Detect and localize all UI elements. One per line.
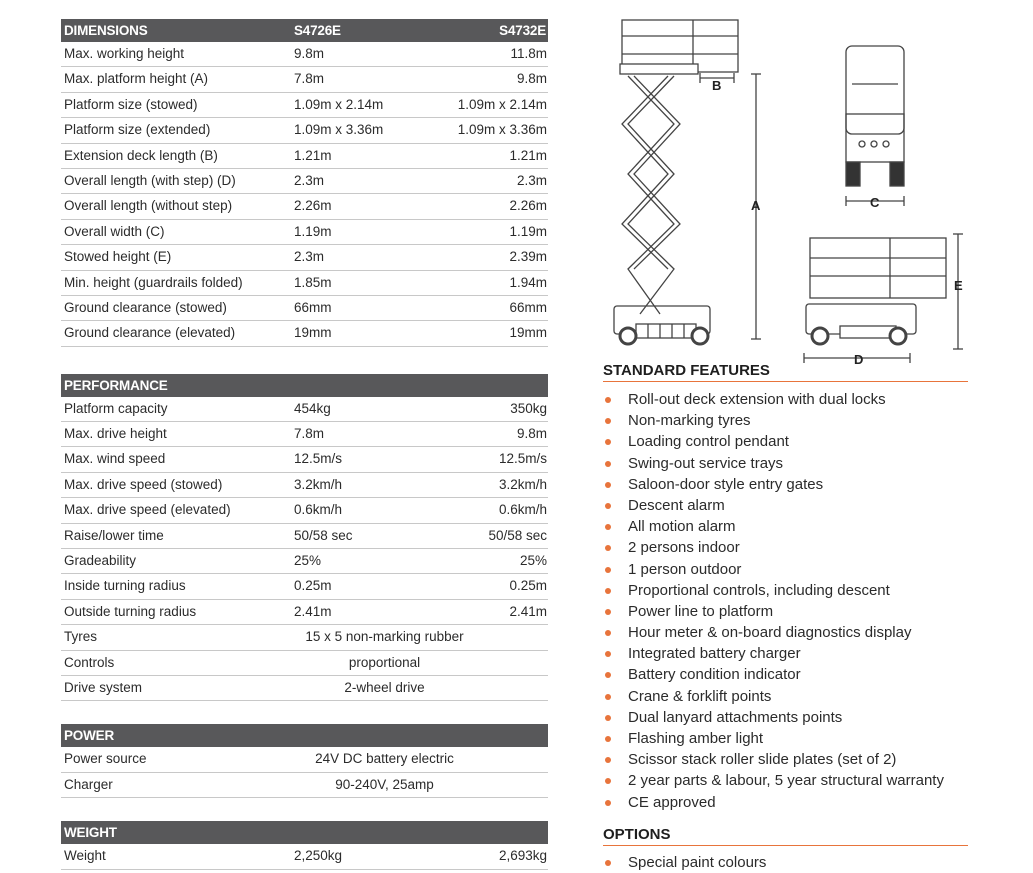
list-item-text: Loading control pendant [628, 433, 789, 451]
table-row [61, 447, 548, 472]
table-row [61, 600, 548, 625]
options-title: OPTIONS [603, 826, 968, 846]
bullet-icon [605, 651, 611, 657]
bullet-icon [605, 800, 611, 806]
row-label: Charger [64, 776, 113, 792]
row-value-s4732e: 9.8m [516, 426, 547, 442]
row-value-s4726e: 2.26m [294, 198, 332, 214]
list-item [603, 622, 944, 643]
performance-span-rows [61, 625, 548, 701]
bullet-icon [605, 694, 611, 700]
row-value-s4732e: 50/58 sec [488, 527, 547, 543]
list-item [603, 537, 944, 558]
row-value-s4726e: 1.85m [294, 274, 332, 290]
weight-header [61, 821, 548, 844]
row-label: Controls [64, 654, 115, 670]
row-value-s4726e: 3.2km/h [294, 476, 343, 492]
dim-label-e: E [954, 278, 963, 293]
row-label: Max. drive height [64, 426, 167, 442]
row-value-s4732e: 0.25m [509, 578, 547, 594]
row-label: Drive system [64, 679, 143, 695]
row-value-s4732e: 350kg [510, 400, 547, 416]
row-value-s4732e: 11.8m [510, 46, 547, 61]
bullet-icon [605, 736, 611, 742]
row-value-s4726e: 2,250kg [294, 848, 343, 864]
row-label: Max. platform height (A) [64, 71, 209, 87]
bullet-icon [605, 439, 611, 445]
table-row [61, 422, 548, 447]
table-row [61, 296, 548, 321]
row-value-s4726e: 2.3m [294, 172, 325, 188]
row-value-s4732e: 2.26m [509, 198, 547, 214]
row-value-s4726e: 2.41m [294, 603, 332, 619]
row-label: Extension deck length (B) [64, 147, 218, 163]
list-item-text: Power line to platform [628, 602, 774, 620]
row-value-s4732e: 3.2km/h [498, 476, 547, 492]
row-label: Stowed height (E) [64, 249, 172, 265]
row-label: Weight [64, 848, 106, 864]
bullet-icon [605, 567, 611, 573]
standard-features-title: STANDARD FEATURES [603, 362, 968, 382]
bullet-icon [605, 461, 611, 467]
row-label: Min. height (guardrails folded) [64, 274, 243, 290]
list-item [603, 389, 944, 410]
table-row [61, 773, 548, 798]
spacer [61, 347, 548, 374]
row-value-s4732e: 25% [519, 553, 547, 569]
table-row [61, 651, 548, 676]
options-list [603, 852, 766, 873]
list-item [603, 770, 944, 791]
row-value-s4732e: 2.41m [509, 603, 547, 619]
row-value-shared: proportional [348, 654, 421, 670]
row-value-s4726e: 1.09m x 3.36m [294, 122, 384, 138]
table-row [61, 676, 548, 701]
table-row [61, 169, 548, 194]
list-item [603, 495, 944, 516]
bullet-icon [605, 524, 611, 530]
row-value-shared: 24V DC battery electric [315, 751, 454, 767]
bullet-icon [605, 860, 611, 866]
list-item-text: Battery condition indicator [628, 666, 801, 684]
row-value-s4732e: 1.09m x 2.14m [457, 96, 547, 112]
bullet-icon [605, 588, 611, 594]
table-row [61, 42, 548, 67]
list-item-text: Roll-out deck extension with dual locks [628, 391, 886, 408]
list-item [603, 664, 944, 685]
row-value-s4726e: 1.09m x 2.14m [294, 96, 384, 112]
row-value-s4726e: 2.3m [294, 249, 325, 265]
table-row [61, 625, 548, 650]
row-value-s4732e: 9.8m [516, 71, 547, 87]
list-item-text: Dual lanyard attachments points [628, 708, 843, 726]
list-item-text: 1 person outdoor [628, 560, 742, 578]
row-value-shared: 15 x 5 non-marking rubber [305, 629, 464, 645]
bullet-icon [605, 672, 611, 678]
list-item-text: Non-marking tyres [628, 412, 751, 430]
bullet-icon [605, 418, 611, 424]
list-item-text: Saloon-door style entry gates [628, 475, 824, 493]
row-label: Overall width (C) [64, 223, 165, 239]
list-item [603, 410, 944, 431]
table-row [61, 245, 548, 270]
row-value-s4726e: 9.8m [294, 46, 325, 61]
row-value-s4732e: 2.39m [509, 249, 547, 265]
list-item-text: Flashing amber light [628, 730, 764, 747]
row-label: Overall length (with step) (D) [64, 172, 236, 188]
row-value-s4726e: 0.6km/h [294, 502, 343, 518]
spacer [61, 798, 548, 821]
table-row [61, 473, 548, 498]
list-item [603, 453, 944, 474]
row-value-s4732e: 2.3m [516, 172, 547, 188]
bullet-icon [605, 397, 611, 403]
model-col2-header: S4732E [499, 23, 546, 38]
row-label: Outside turning radius [64, 603, 197, 619]
row-value-s4732e: 12.5m/s [498, 451, 547, 467]
row-value-s4726e: 7.8m [294, 71, 325, 87]
row-label: Platform capacity [64, 400, 168, 416]
dim-label-c: C [870, 195, 880, 210]
row-label: Ground clearance (stowed) [64, 299, 227, 315]
row-value-s4732e: 2,693kg [498, 848, 547, 864]
list-item [603, 852, 766, 873]
row-label: Raise/lower time [64, 527, 164, 543]
table-row [61, 67, 548, 92]
list-item-text: Descent alarm [628, 496, 725, 514]
table-row [61, 194, 548, 219]
row-value-s4732e: 1.19m [509, 223, 547, 239]
dim-label-b: B [712, 78, 722, 93]
standard-features-list [603, 389, 944, 813]
bullet-icon [605, 778, 611, 784]
bullet-icon [605, 609, 611, 615]
row-value-s4732e: 1.94m [509, 274, 547, 290]
list-item [603, 474, 944, 495]
row-value-s4732e: 19mm [509, 325, 547, 341]
dimensions-rows [61, 42, 548, 347]
front-view-rail [846, 46, 904, 134]
bullet-icon [605, 545, 611, 551]
row-value-s4726e: 25% [294, 553, 322, 569]
table-row [61, 574, 548, 599]
list-item [603, 431, 944, 452]
list-item [603, 792, 944, 813]
dimensions-header [61, 19, 548, 42]
list-item-text: CE approved [628, 793, 716, 811]
row-value-s4732e: 1.21m [509, 147, 547, 163]
stowed-side-view [810, 238, 946, 298]
row-value-shared: 2-wheel drive [344, 679, 425, 695]
row-value-s4732e: 0.6km/h [498, 502, 547, 518]
row-value-s4726e: 1.21m [294, 147, 332, 163]
list-item-text: 2 year parts & labour, 5 year structural warranty [628, 772, 944, 790]
performance-rows [61, 397, 548, 626]
power-header [61, 724, 548, 747]
list-item [603, 749, 944, 770]
table-row [61, 144, 548, 169]
power-rows [61, 747, 548, 798]
spacer [61, 701, 548, 724]
bullet-icon [605, 715, 611, 721]
row-value-s4726e: 454kg [294, 400, 331, 416]
table-row [61, 549, 548, 574]
row-value-s4726e: 19mm [294, 325, 332, 341]
row-label: Platform size (extended) [64, 122, 211, 138]
list-item [603, 728, 944, 749]
list-item [603, 580, 944, 601]
row-value-s4726e: 1.19m [294, 223, 332, 239]
scissor-lift-diagram [600, 14, 980, 364]
list-item [603, 516, 944, 537]
table-row [61, 93, 548, 118]
table-row [61, 747, 548, 772]
table-row [61, 271, 548, 296]
bullet-icon [605, 503, 611, 509]
row-value-s4726e: 7.8m [294, 426, 325, 442]
row-label: Platform size (stowed) [64, 96, 198, 112]
list-item-text: All motion alarm [628, 518, 736, 536]
row-label: Max. wind speed [64, 451, 166, 467]
row-label: Overall length (without step) [64, 198, 233, 214]
row-label: Max. working height [64, 46, 185, 61]
row-value-s4726e: 66mm [294, 299, 332, 315]
dimensions-title: DIMENSIONS [64, 23, 148, 38]
list-item [603, 643, 944, 664]
list-item [603, 559, 944, 580]
list-item-text: 2 persons indoor [628, 539, 740, 557]
table-row [61, 118, 548, 143]
list-item [603, 707, 944, 728]
power-title: POWER [64, 728, 115, 744]
list-item-text: Special paint colours [628, 854, 767, 871]
dim-label-d: D [854, 352, 864, 364]
list-item [603, 601, 944, 622]
table-row [61, 321, 548, 346]
row-label: Gradeability [64, 553, 137, 569]
table-row [61, 524, 548, 549]
list-item-text: Proportional controls, including descent [628, 581, 890, 599]
row-label: Ground clearance (elevated) [64, 325, 236, 341]
row-value-s4732e: 66mm [509, 299, 547, 315]
bullet-icon [605, 757, 611, 763]
row-value-s4726e: 0.25m [294, 578, 332, 594]
list-item-text: Scissor stack roller slide plates (set of 2) [628, 751, 897, 769]
row-value-shared: 90-240V, 25amp [335, 776, 434, 792]
weight-title: WEIGHT [64, 825, 117, 841]
bullet-icon [605, 482, 611, 488]
list-item-text: Integrated battery charger [628, 645, 801, 663]
spec-tables [61, 19, 548, 870]
table-row [61, 220, 548, 245]
table-row [61, 498, 548, 523]
row-label: Inside turning radius [64, 578, 186, 594]
model-col1-header: S4726E [294, 23, 341, 38]
performance-header [61, 374, 548, 397]
row-value-s4726e: 12.5m/s [294, 451, 343, 467]
row-label: Tyres [64, 629, 98, 645]
row-value-s4732e: 1.09m x 3.36m [457, 122, 547, 138]
list-item-text: Swing-out service trays [628, 454, 784, 472]
list-item [603, 686, 944, 707]
row-value-s4726e: 50/58 sec [294, 527, 353, 543]
performance-title: PERFORMANCE [64, 377, 168, 393]
bullet-icon [605, 630, 611, 636]
list-item-text: Crane & forklift points [628, 687, 772, 705]
row-label: Max. drive speed (stowed) [64, 476, 223, 492]
table-row [61, 397, 548, 422]
dim-label-a: A [751, 198, 761, 213]
row-label: Max. drive speed (elevated) [64, 502, 231, 518]
list-item-text: Hour meter & on-board diagnostics display [628, 624, 912, 642]
row-label: Power source [64, 751, 147, 767]
